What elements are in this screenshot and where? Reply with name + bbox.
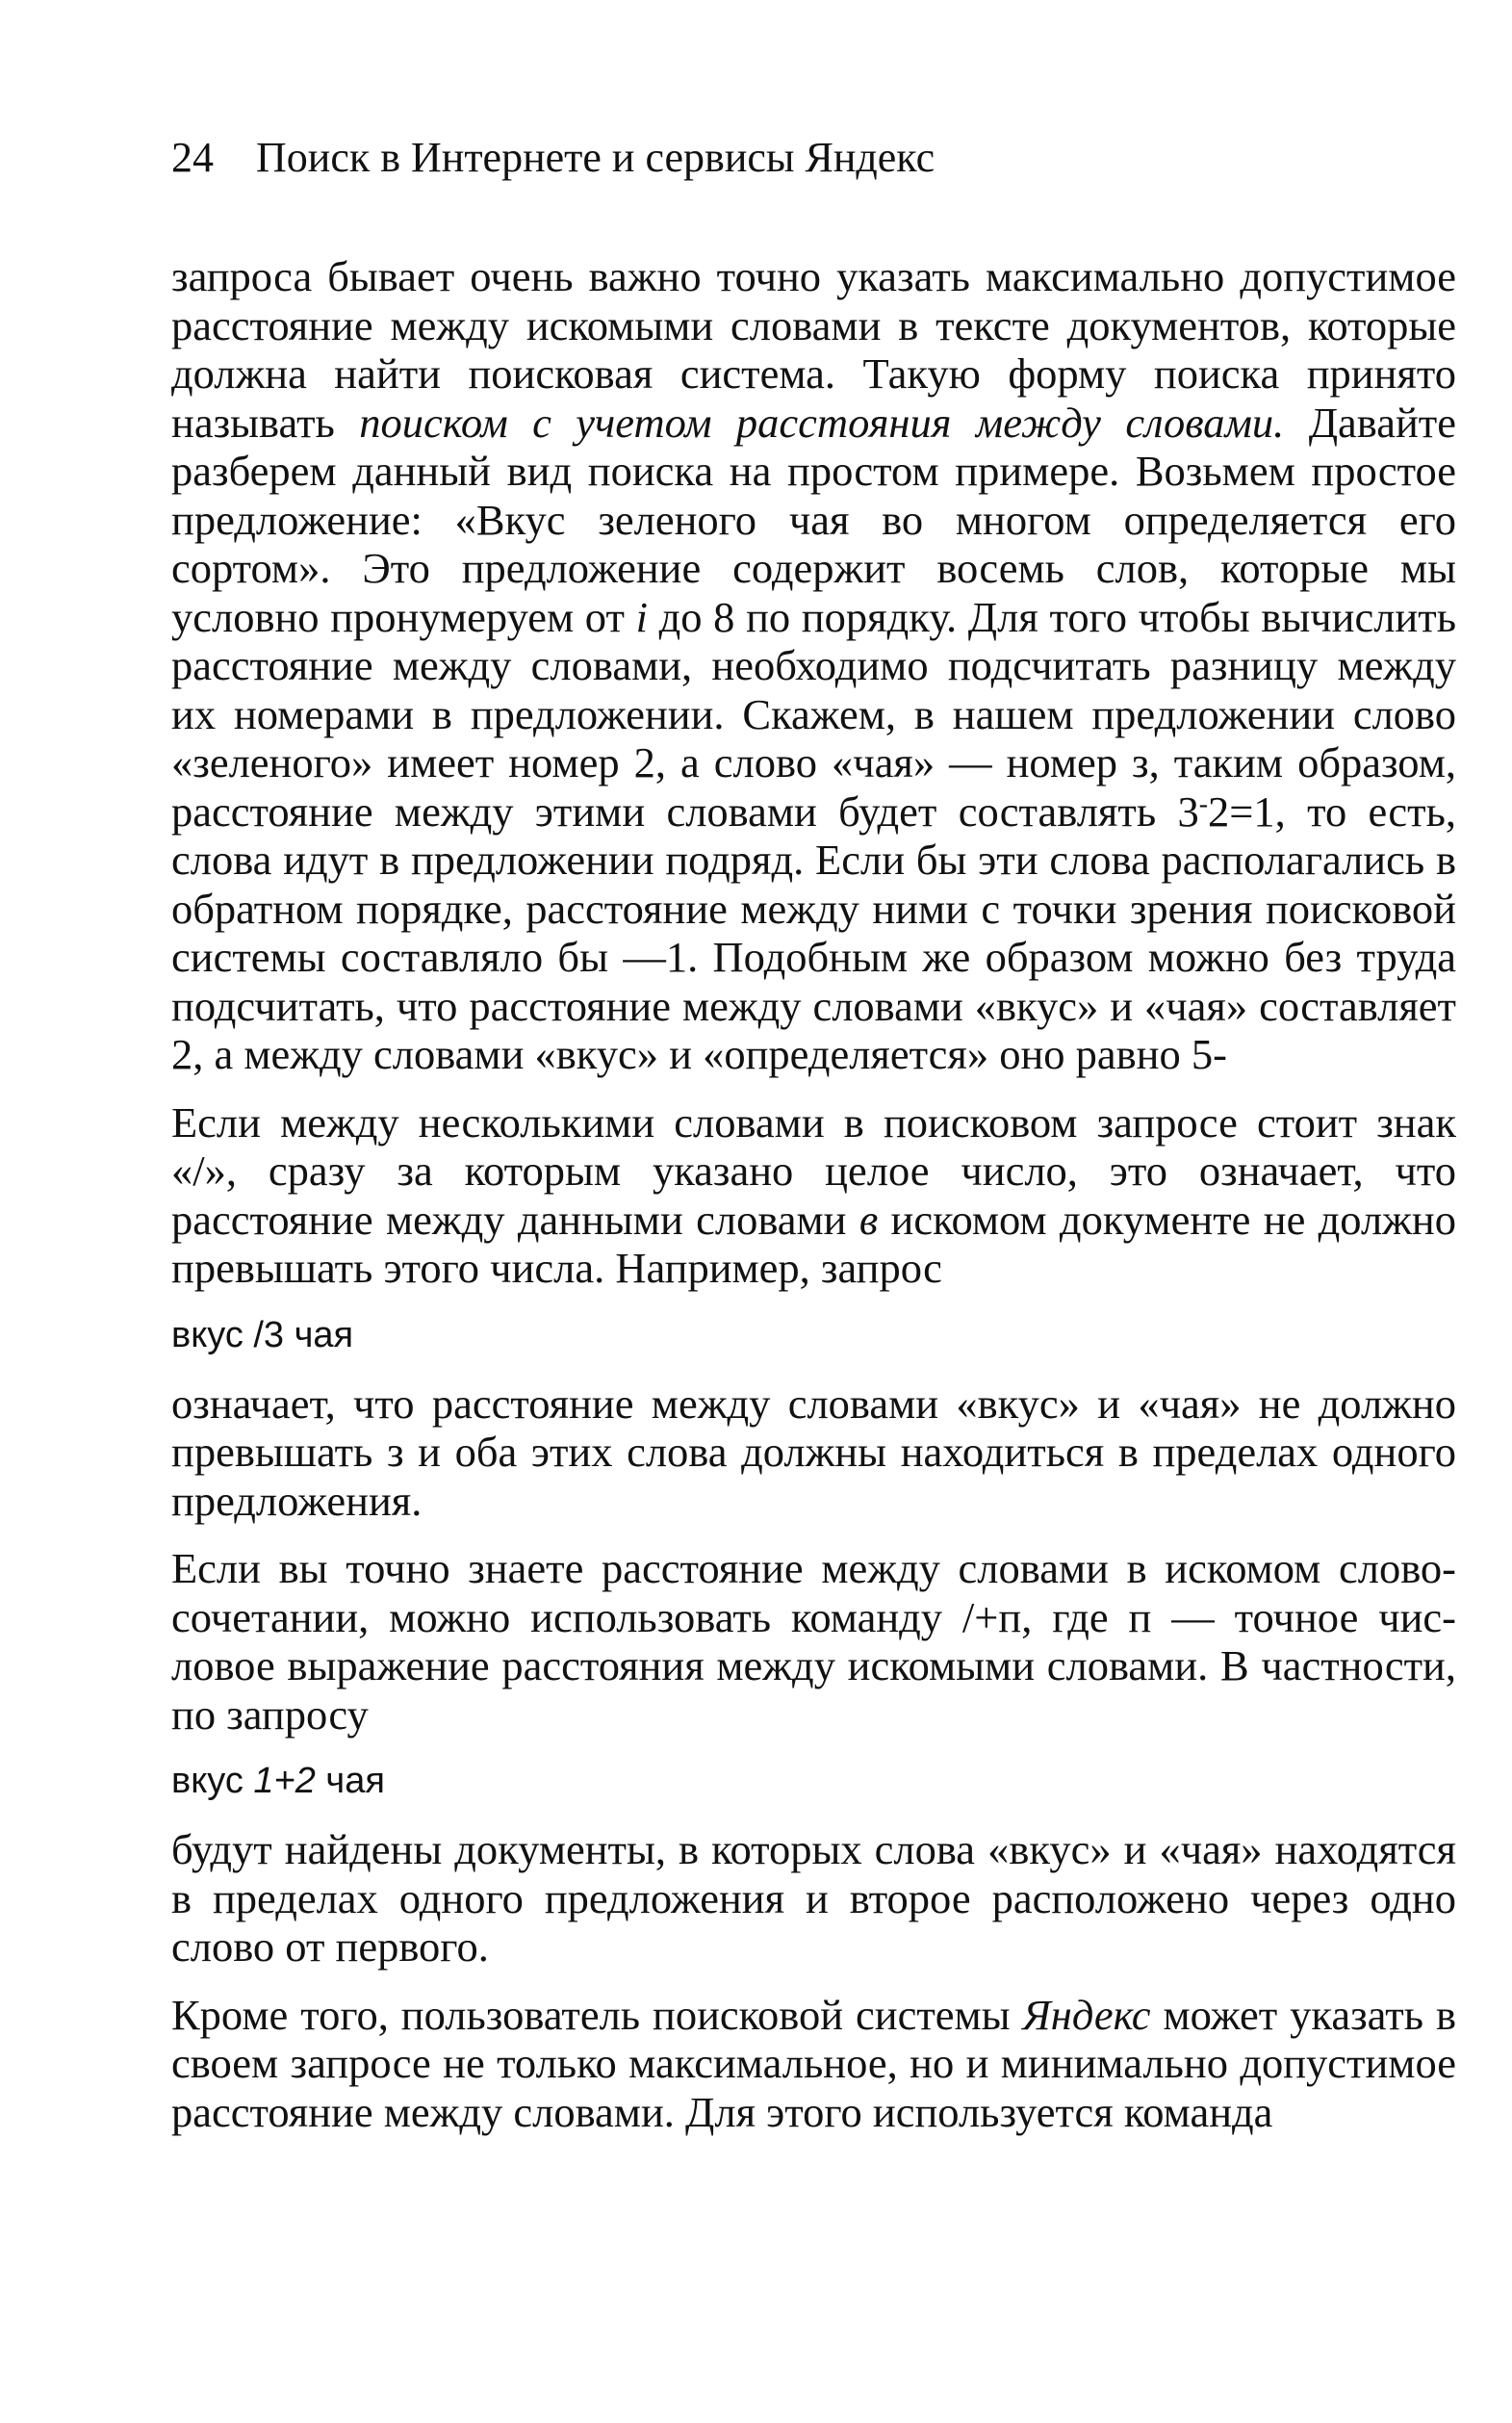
text-run: запроса бывает очень важно точно указать максимально допустимое расстояние между искомыми словами в тексте документов, которые должна найти поисковая система. Такую форму поиска принято называть <box>171 252 1456 447</box>
query-word: вкус <box>171 1761 243 1801</box>
running-title: Поиск в Интернете и сервисы Яндекс <box>256 134 935 181</box>
paragraph-slash-operator <box>171 1098 1456 1293</box>
text-run: до 8 по порядку. Для того чтобы вычислить расстояние между словами, необходимо подсчитать разницу между их номерами в предложении. Скажем, в нашем предложении слово «зеленого» имеет номер 2, а слово «чая» — номер з, таким образом, расстояние между этими словами будет составлять 3 <box>171 592 1456 836</box>
paragraph-slash-explanation: означает, что расстояние между словами «вкус» и «чая» не должно превышать з и оба этих слова должны находиться в пределах одного предложения. <box>171 1379 1456 1525</box>
query-operator: 1+2 <box>253 1761 316 1801</box>
paragraph-minimum-distance <box>171 1991 1456 2137</box>
page-body <box>171 252 1456 2155</box>
query-example-exact <box>171 1758 1456 1804</box>
text-run: 2=1, то есть, слова идут в предложении подряд. Если бы эти слова располагались в обратном порядке, расстояние между ними с точки зрения поисковой системы составляло бы —1. Подобным же образом можно без труда подсчитать, что расстояние между словами «вкус» и «чая» составляет 2, а между словами «вкус» и «определяется» оно равно 5- <box>171 786 1456 1078</box>
italic-index: i <box>635 592 648 641</box>
query-example-slash: вкус /3 чая <box>171 1314 354 1355</box>
text-run: Если между несколькими словами в поисковом запросе стоит знак «/», сразу за которым указано целое число, это означает, что расстояние между данными словами <box>171 1097 1456 1244</box>
italic-word: в <box>859 1195 879 1244</box>
term-distance-search: поиском с учетом расстояния между словами. <box>359 398 1285 447</box>
superscript-minus: - <box>1198 788 1209 819</box>
page-number: 24 <box>171 134 214 181</box>
term-yandex: Яндекс <box>1022 1990 1151 2039</box>
text-run: может указать в своем запросе не только максимальное, но и минимально допустимое расстояние между словами. Для этого используется команда <box>171 1990 1456 2136</box>
running-header <box>171 131 1456 185</box>
paragraph-exact-explanation: будут найдены документы, в которых слова «вкус» и «чая» находятся в пределах одного предложения и второе расположено через одно слово от первого. <box>171 1825 1456 1971</box>
text-run: Давайте разберем данный вид поиска на простом примере. Возьмем простое предложение: «Вкус зеленого чая во многом определяется его сортом». Это предложение содержит восемь слов, которые мы условно пронумеруем от <box>171 398 1456 641</box>
text-run: искомом документе не должно превышать этого числа. Например, запрос <box>171 1195 1456 1292</box>
text-run: Кроме того, пользователь поисковой системы <box>171 1990 1023 2039</box>
paragraph-distance-intro <box>171 252 1456 1079</box>
query-word: чая <box>325 1761 385 1801</box>
paragraph-exact-distance: Если вы точно знаете расстояние между словами в искомом словосочетании, можно использовать команду /+п, где п — точное числовое выражение расстояния между искомыми словами. В частности, по запросу <box>171 1544 1456 1739</box>
